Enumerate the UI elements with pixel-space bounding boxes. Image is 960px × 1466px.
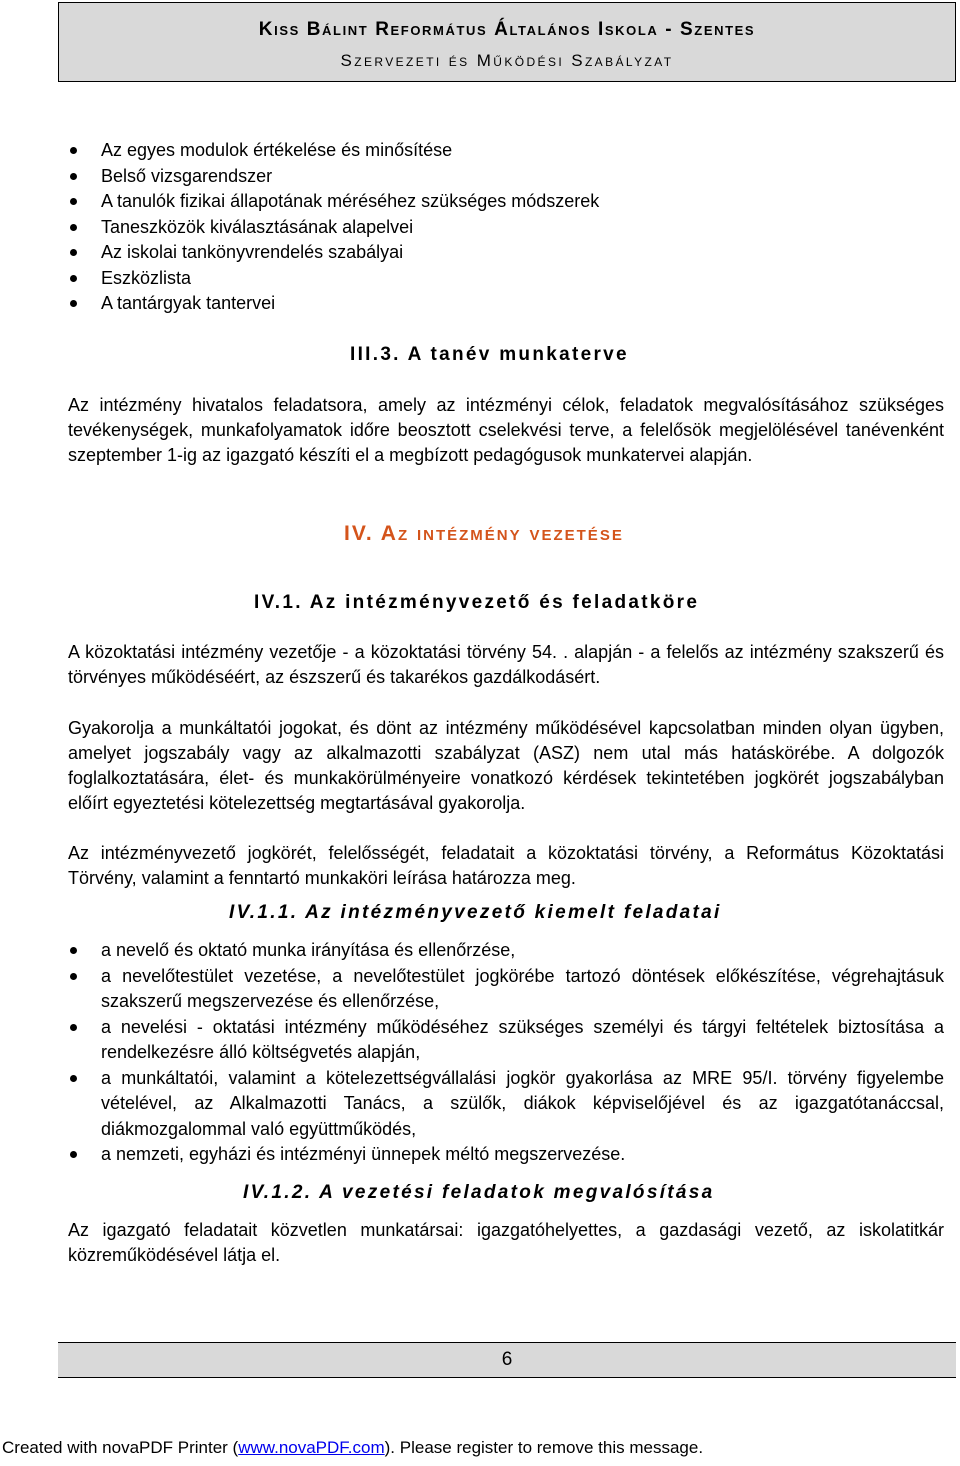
section-heading-iv: IV. Az intézmény vezetése <box>344 522 624 545</box>
list-item: a nevelőtestület vezetése, a nevelőtestület jogkörébe tartozó döntések előkészítése, végrehajtásuk szakszerű megszervezése és ellenőrzése, <box>0 964 960 1015</box>
list-item: Taneszközök kiválasztásának alapelvei <box>0 215 960 241</box>
section-heading-iv-1: IV.1. Az intézményvezető és feladatköre <box>254 592 700 613</box>
paragraph-iv-1-b: Gyakorolja a munkáltatói jogokat, és dönt az intézmény működésével kapcsolatban minden olyan ügyben, amelyet jogszabály vagy az alkalmazotti szabályzat (ASZ) nem utal más hatáskörébe. A dolgozók foglalkoztatására, élet- és munkakörülményeire vonatkozó kérdések tekintetében jogkörét jogszabályban előírt egyeztetési kötelezettség megtartásával gyakorolja. <box>68 718 944 813</box>
list-item: a munkáltatói, valamint a kötelezettségvállalási jogkör gyakorlása az MRE 95/I. törvény figyelembe vételével, az Alkalmazotti Tanács, a szülők, diákok képviselőjével és az igazgatótanáccsal, diákmozgalommal való együttműködés, <box>0 1066 960 1143</box>
notice-prefix: Created with novaPDF Printer ( <box>2 1438 239 1457</box>
section-heading-iv-1-1: IV.1.1. Az intézményvezető kiemelt feladatai <box>229 902 722 923</box>
list-item: Eszközlista <box>0 266 960 292</box>
list-item: Belső vizsgarendszer <box>0 164 960 190</box>
paragraph-iv-1-c: Az intézményvezető jogkörét, felelősségét, feladatait a közoktatási törvény, a Református Közoktatási Törvény, valamint a fenntartó munkaköri leírása határozza meg. <box>68 843 944 888</box>
list-item: Az iskolai tankönyvrendelés szabályai <box>0 240 960 266</box>
header-school-name: Kiss Bálint Református Általános Iskola - Szentes <box>258 19 756 40</box>
paragraph-iv-1-2: Az igazgató feladatait közvetlen munkatársai: igazgatóhelyettes, a gazdasági vezető, az iskolatitkár közreműködésével látja el. <box>68 1220 944 1265</box>
bullet-list-duties <box>0 938 960 1168</box>
list-item: a nevelési - oktatási intézmény működéséhez szükséges személyi és tárgyi feltételek biztosítása a rendelkezésre álló költségvetés alapján, <box>0 1015 960 1066</box>
notice-suffix: ). Please register to remove this message. <box>384 1438 704 1457</box>
header-document-title: Szervezeti és Működési Szabályzat <box>340 51 674 70</box>
list-item: Az egyes modulok értékelése és minősítése <box>0 138 960 164</box>
list-item: a nemzeti, egyházi és intézményi ünnepek méltó megszervezése. <box>0 1142 960 1168</box>
page-footer <box>58 1342 956 1378</box>
list-item: A tantárgyak tantervei <box>0 291 960 317</box>
page-number: 6 <box>501 1349 513 1370</box>
list-item: a nevelő és oktató munka irányítása és ellenőrzése, <box>0 938 960 964</box>
section-heading-iii-3: III.3. A tanév munkaterve <box>350 344 629 365</box>
page-header <box>58 2 956 82</box>
list-item: A tanulók fizikai állapotának méréséhez szükséges módszerek <box>0 189 960 215</box>
paragraph-iv-1-a: A közoktatási intézmény vezetője - a közoktatási törvény 54. . alapján - a felelős az intézmény szakszerű és törvényes működéséért, az észszerű és takarékos gazdálkodásért. <box>68 642 944 687</box>
section-heading-iv-1-2: IV.1.2. A vezetési feladatok megvalósítása <box>243 1182 715 1203</box>
novapdf-watermark-notice <box>2 1438 703 1458</box>
novapdf-link[interactable]: www.novaPDF.com <box>238 1438 385 1457</box>
paragraph-iii-3: Az intézmény hivatalos feladatsora, amely az intézményi célok, feladatok megvalósításához szükséges tevékenységek, munkafolyamatok időre beosztott cselekvési terve, a felelősök megjelölésével tanévenként szeptember 1-ig az igazgató készíti el a megbízott pedagógusok munkatervei alapján. <box>68 395 944 465</box>
bullet-list-modules <box>0 138 960 317</box>
